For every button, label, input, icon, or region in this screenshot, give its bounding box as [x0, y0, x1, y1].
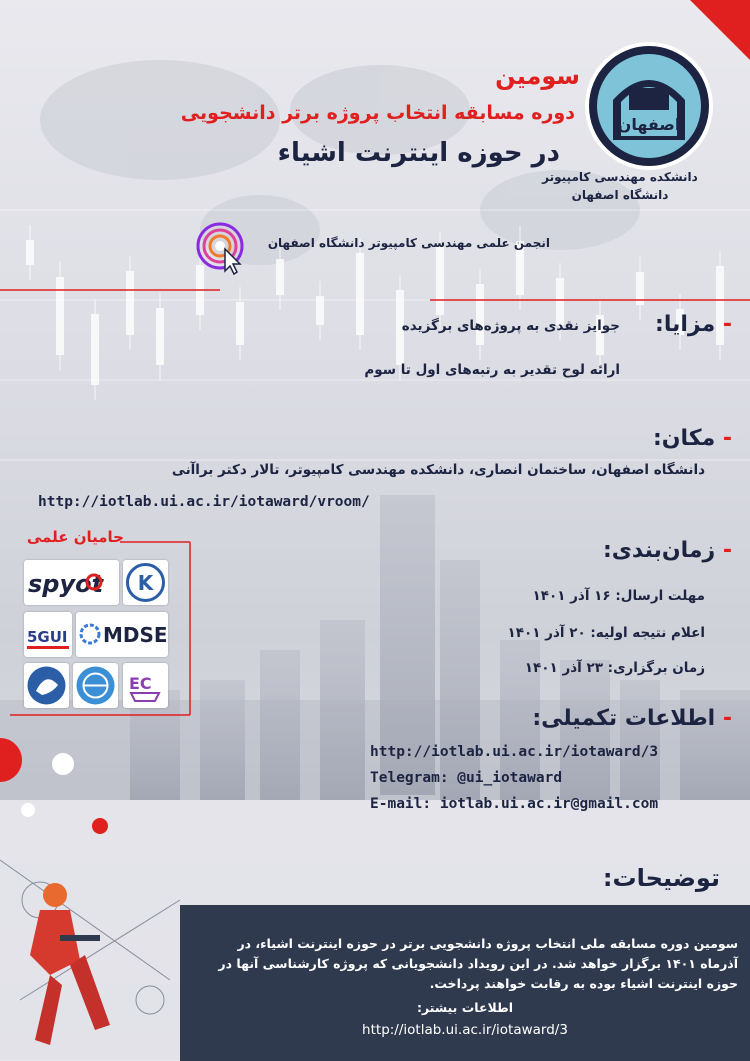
- title-line-1: سومین: [495, 62, 580, 90]
- candle-body: [26, 240, 34, 265]
- sponsors-heading: حامیان علمی: [26, 528, 124, 546]
- location-heading: - مکان:: [652, 426, 732, 451]
- candle-body: [476, 284, 484, 345]
- sponsor-globe-logo: [73, 663, 118, 708]
- department-name: دانشکده مهندسی کامپیوتر: [542, 170, 698, 184]
- svg-text:EC: EC: [129, 674, 152, 693]
- sponsor-lion-logo: [24, 663, 69, 708]
- schedule-item: مهلت ارسال: ۱۶ آذر ۱۴۰۱: [532, 588, 705, 604]
- title-line-2: دوره مسابقه انتخاب پروژه برتر دانشجویی: [180, 102, 575, 124]
- candle-body: [56, 277, 64, 355]
- schedule-item: اعلام نتیجه اولیه: ۲۰ آذر ۱۴۰۱: [507, 625, 705, 641]
- sponsor-mdse-logo: [76, 612, 168, 657]
- candle-body: [156, 308, 164, 365]
- location-url[interactable]: http://iotlab.ui.ac.ir/iotaward/vroom/: [38, 494, 370, 510]
- sponsor-5gui-logo: [24, 612, 72, 657]
- association-name: انجمن علمی مهندسی کامپیوتر دانشگاه اصفهان: [267, 236, 550, 250]
- benefits-heading: - مزایا:: [655, 312, 732, 337]
- benefit-item: ارائه لوح تقدیر به رتبه‌های اول تا سوم: [364, 362, 620, 378]
- benefit-item: جوایز نقدی به پروژه‌های برگزیده: [401, 318, 620, 334]
- svg-text:K: K: [137, 571, 154, 595]
- svg-text:5GUI: 5GUI: [27, 628, 68, 646]
- university-logo: [583, 40, 715, 172]
- description-text: سومین دوره مسابقه ملی انتخاب پروژه دانشجویی برتر در حوزه اینترنت اشیاء، در آذرماه ۱۴۰۱ برگزار خواهد شد. در این رویداد دانشجویانی که پروژه کارشناسی آنها در حوزه اینترنت اشیاء بوده به رقابت خواهند پرداخت.: [218, 936, 738, 991]
- schedule-item: زمان برگزاری: ۲۳ آذر ۱۴۰۱: [524, 660, 705, 676]
- description-more-label: اطلاعات بیشتر:: [416, 1000, 514, 1015]
- info-telegram[interactable]: Telegram: @ui_iotaward: [370, 770, 563, 786]
- svg-text:spyot: spyot: [28, 570, 104, 598]
- university-name: دانشگاه اصفهان: [571, 188, 669, 202]
- candle-body: [126, 271, 134, 335]
- info-website-link[interactable]: http://iotlab.ui.ac.ir/iotaward/3: [370, 744, 659, 760]
- description-url[interactable]: http://iotlab.ui.ac.ir/iotaward/3: [362, 1022, 568, 1038]
- svg-text:MDSE: MDSE: [103, 623, 168, 647]
- candle-body: [436, 247, 444, 315]
- candle-body: [276, 259, 284, 295]
- candle-body: [91, 314, 99, 385]
- schedule-heading: - زمان‌بندی:: [602, 538, 732, 563]
- info-email[interactable]: E-mail: iotlab.ui.ac.ir@gmail.com: [370, 796, 659, 812]
- title-line-3: در حوزه اینترنت اشیاء: [277, 138, 560, 168]
- sponsor-spiot-logo: [24, 560, 119, 605]
- logo-text: اصفهان: [617, 115, 681, 134]
- description-heading: توضیحات:: [602, 864, 720, 892]
- sponsor-circle-logo: [123, 560, 168, 605]
- info-heading: - اطلاعات تکمیلی:: [532, 706, 732, 731]
- location-text: دانشگاه اصفهان، ساختمان انصاری، دانشکده مهندسی کامپیوتر، تالار دکتر براآنی: [171, 462, 705, 478]
- association-logo-icon: [195, 221, 255, 276]
- sponsor-ec-cart-logo: [123, 663, 168, 708]
